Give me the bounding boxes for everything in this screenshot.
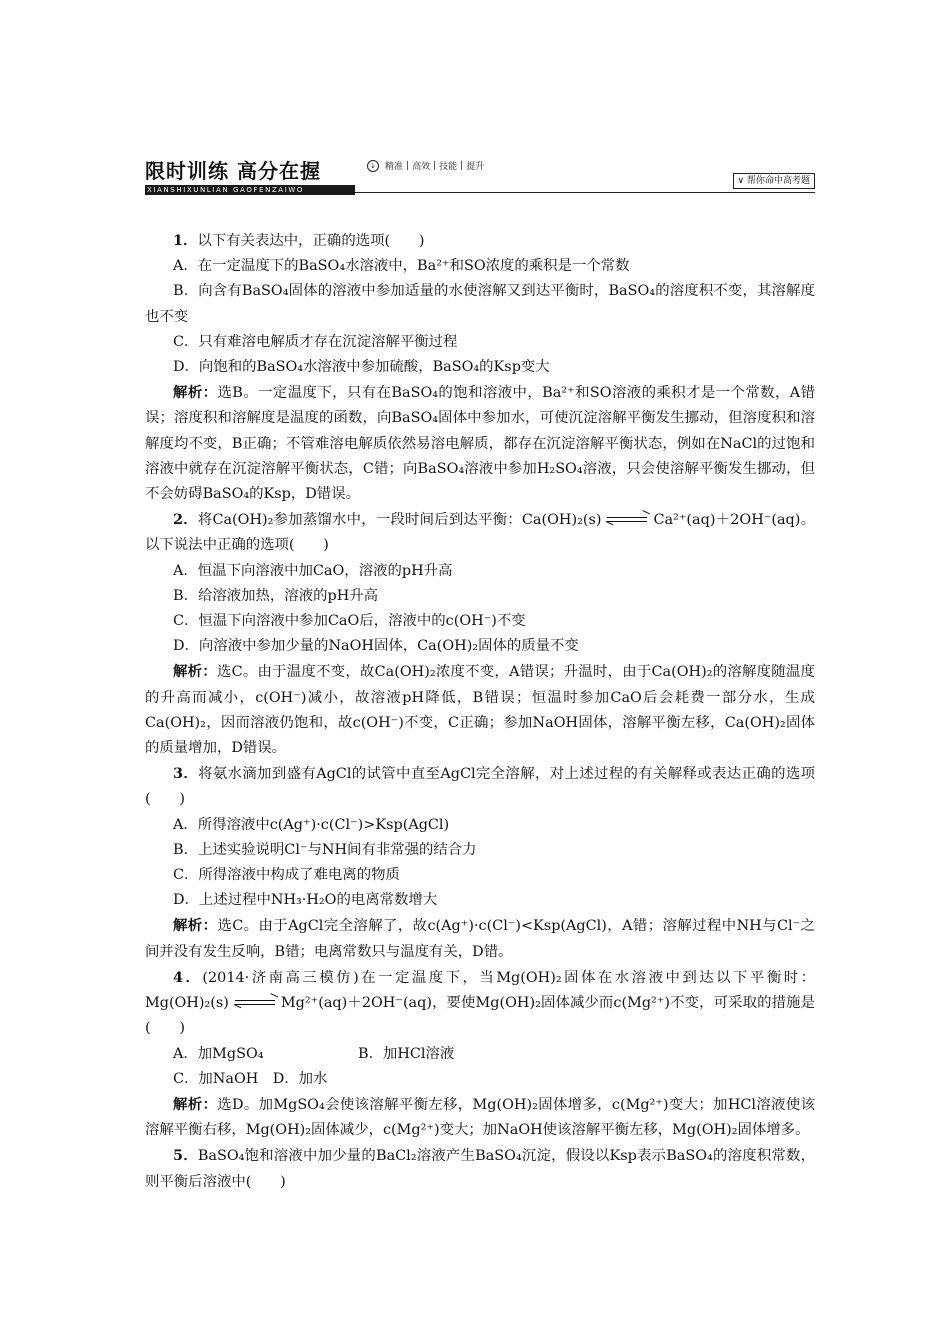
section-header (145, 155, 815, 195)
question-2-explanation: 解析：选C。由于温度不变，故Ca(OH)₂浓度不变，A错误；升温时，由于Ca(OH)₂的溶解度随温度的升高而减小，c(OH⁻)减小，故溶液pH降低，B错误；恒温时参加CaO后会耗费一部分水，生成Ca(OH)₂，因而溶液仍饱和，故c(OH⁻)不变，C正确；参加NaOH固体，溶解平衡左移，Ca(OH)₂固体的质量增加，D错误。 (145, 663, 815, 757)
chevron-down-icon: ∨ (737, 176, 745, 186)
question-1-option-b: B．向含有BaSO₄固体的溶液中参加适量的水使溶解又到达平衡时，BaSO₄的溶度积不变，其溶解度也不变 (145, 283, 815, 325)
tag-item: 高效 (412, 162, 431, 172)
header-rule (355, 192, 815, 193)
question-2-option-a: A．恒温下向溶液中加CaO，溶液的pH升高 (173, 562, 453, 579)
question-1-stem: 1．以下有关表达中，正确的选项( ) (173, 232, 425, 249)
tag-item: 技能 (439, 162, 458, 172)
question-4-options-ab (145, 1042, 815, 1067)
equilibrium-arrow-icon (235, 999, 275, 1007)
question-2-stem: 2．将Ca(OH)₂参加蒸馏水中，一段时间后到达平衡：Ca(OH)₂(s) Ca²⁺(aq)＋2OH⁻(aq)。以下说法中正确的选项( ) (145, 511, 815, 554)
header-badge: ∨ 帮你命中高考题 (733, 173, 815, 189)
question-5-stem: 5．BaSO₄饱和溶液中加少量的BaCl₂溶液产生BaSO₄沉淀，假设以Ksp表示BaSO₄的溶度积常数，则平衡后溶液中( ) (145, 1147, 815, 1190)
question-3-option-c: C．所得溶液中构成了难电离的物质 (173, 867, 400, 884)
question-2-option-d: D．向溶液中参加少量的NaOH固体，Ca(OH)₂固体的质量不变 (173, 638, 579, 655)
section-pinyin: XIANSHIXUNLIAN GAOFENZAIWO (145, 185, 355, 195)
question-2-option-b: B．给溶液加热，溶液的pH升高 (173, 587, 379, 604)
question-4-options-cd (145, 1067, 815, 1092)
question-1-explanation: 解析：选B。一定温度下，只有在BaSO₄的饱和溶液中，Ba²⁺和SO溶液的乘积才是一个常数，A错误；溶度积和溶解度是温度的函数，向BaSO₄固体中参加水，可使沉淀溶解平衡发生挪动，但溶度积和溶解度均不变，B正确；不管难溶电解质依然易溶电解质，都存在沉淀溶解平衡状态，例如在NaCl的过饱和溶液中就存在沉淀溶解平衡状态，C错；向BaSO₄溶液中参加H₂SO₄溶液，只会使溶解平衡发生挪动，但不会妨碍BaSO₄的Ksp，D错误。 (145, 384, 815, 503)
section-tags: ↓ 精准 | 高效 | 技能 | 提升 (367, 159, 484, 172)
tag-item: 提升 (466, 162, 485, 172)
question-3-option-d: D．上述过程中NH₃·H₂O的电离常数增大 (173, 892, 438, 909)
question-4-option-a: A．加MgSO₄ (173, 1045, 264, 1062)
question-4-option-d: D．加水 (272, 1070, 328, 1087)
question-3-option-a: A．所得溶液中c(Ag⁺)·c(Cl⁻)>Ksp(AgCl) (173, 816, 450, 833)
question-list (145, 228, 815, 1195)
section-title: 限时训练 高分在握 (145, 159, 321, 183)
equilibrium-arrow-icon (607, 516, 647, 524)
question-4-option-c: C．加NaOH (173, 1070, 259, 1087)
question-4-stem: 4．(2014·济南高三模仿)在一定温度下，当Mg(OH)₂固体在水溶液中到达以下平衡时：Mg(OH)₂(s) Mg²⁺(aq)＋2OH⁻(aq)，要使Mg(OH)₂固体减少而c(Mg²⁺)不变，可采取的措施是( ) (145, 968, 815, 1037)
question-1-option-c: C．只有难溶电解质才存在沉淀溶解平衡过程 (173, 333, 458, 350)
question-4-explanation: 解析：选D。加MgSO₄会使该溶解平衡左移，Mg(OH)₂固体增多，c(Mg²⁺)变大；加HCl溶液使该溶解平衡右移，Mg(OH)₂固体减少，c(Mg²⁺)变大；加NaOH使该溶解平衡左移，Mg(OH)₂固体增多。 (145, 1095, 815, 1139)
question-3-stem: 3．将氨水滴加到盛有AgCl的试管中直至AgCl完全溶解，对上述过程的有关解释或表达正确的选项( ) (145, 765, 815, 808)
question-1-option-d: D．向饱和的BaSO₄水溶液中参加硫酸，BaSO₄的Ksp变大 (173, 359, 550, 376)
question-3-explanation: 解析：选C。由于AgCl完全溶解了，故c(Ag⁺)·c(Cl⁻)<Ksp(AgCl)，A错；溶解过程中NH与Cl⁻之间并没有发生反响，B错；电离常数只与温度有关，D错。 (145, 917, 815, 960)
tag-item: 精准 (385, 162, 404, 172)
question-3-option-b: B．上述实验说明Cl⁻与NH间有非常强的结合力 (173, 841, 477, 858)
question-4-option-b: B．加HCl溶液 (358, 1045, 455, 1062)
question-1-option-a: A．在一定温度下的BaSO₄水溶液中，Ba²⁺和SO浓度的乘积是一个常数 (173, 258, 630, 275)
question-2-option-c: C．恒温下向溶液中参加CaO后，溶液中的c(OH⁻)不变 (173, 613, 526, 630)
down-arrow-icon: ↓ (367, 160, 379, 172)
